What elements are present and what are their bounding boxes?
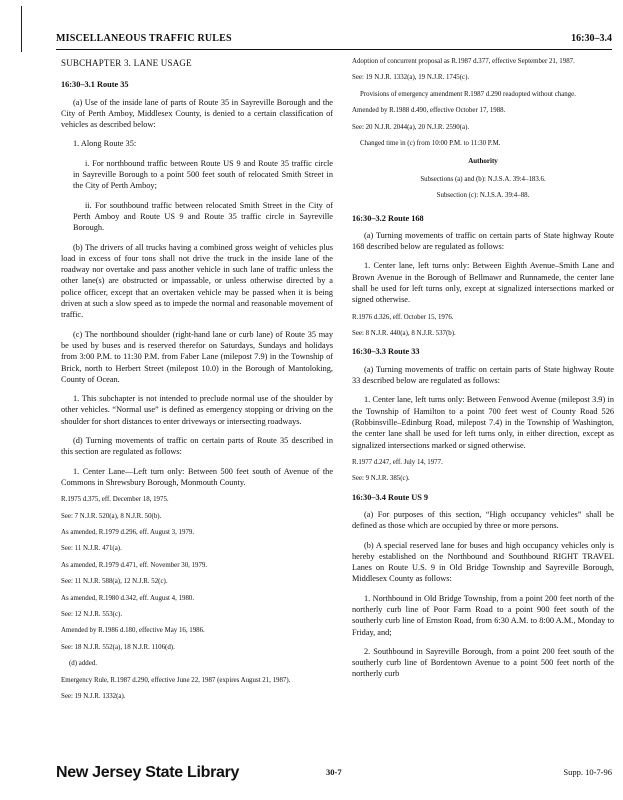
history-note-3-3 bbox=[352, 459, 614, 484]
history-line: (d) added. bbox=[69, 660, 97, 668]
history-line: See: 7 N.J.R. 520(a), 8 N.J.R. 50(b). bbox=[61, 512, 162, 520]
history-line: Provisions of emergency amendment R.1987 d.290 readopted without change. bbox=[360, 90, 576, 98]
page-footer bbox=[56, 764, 612, 788]
paragraph-3-2-a: (a) Turning movements of traffic on certain parts of State highway Route 168 described below are regulated as follows: bbox=[352, 230, 614, 252]
paragraph-3-1-a-1: 1. Along Route 35: bbox=[73, 139, 137, 149]
subchapter-title: SUBCHAPTER 3. LANE USAGE bbox=[61, 58, 192, 68]
margin-rule bbox=[21, 6, 22, 52]
history-line: See: 19 N.J.R. 1332(a), 19 N.J.R. 1745(c). bbox=[352, 74, 470, 82]
history-line: Emergency Rule, R.1987 d.290, effective June 22, 1987 (expires August 21, 1987). bbox=[61, 676, 291, 684]
supplement-date: Supp. 10-7-96 bbox=[563, 767, 612, 777]
paragraph-3-1-c-1: 1. This subchapter is not intended to preclude normal use of the shoulder by other vehicles. “Normal use” is defined as emergency stopping or driving on the shoulder for short distances to enter driveways or intersecting roadways. bbox=[61, 394, 333, 426]
right-column bbox=[352, 58, 614, 688]
left-column bbox=[61, 58, 333, 709]
header-title: MISCELLANEOUS TRAFFIC RULES bbox=[56, 33, 232, 44]
history-line: Adoption of concurrent proposal as R.1987 d.377, effective September 21, 1987. bbox=[352, 58, 575, 65]
authority-line: Subsection (c): N.J.S.A. 39:4–88. bbox=[436, 192, 530, 200]
history-line: As amended, R.1980 d.342, eff. August 4, 1980. bbox=[61, 594, 195, 602]
section-heading-3-4: 16:30–3.4 Route US 9 bbox=[352, 492, 429, 502]
history-line: R.1975 d.375, eff. December 18, 1975. bbox=[61, 496, 169, 504]
paragraph-3-4-b-2: 2. Southbound in Sayreville Borough, from a point 200 feet south of the southerly curb line of Bordentown Avenue to a point 500 feet north of the northerly curb bbox=[352, 646, 614, 679]
authority-line: Subsections (a) and (b): N.J.S.A. 39:4–183.6. bbox=[420, 175, 546, 183]
paragraph-3-3-a-1: 1. Center lane, left turns only: Between Fenwood Avenue (milepost 3.9) in the Township of Hamilton to a point 700 feet west of County Road 526 (Robbinsville–Edinburg Road, milepost 7.4) in the Township of Washington, the center lane shall be used for left turns only, in either direction, except as signalized intersections marked or signed otherwise. bbox=[352, 395, 614, 450]
library-watermark: New Jersey State Library bbox=[56, 764, 240, 781]
paragraph-3-1-d-1: 1. Center Lane—Left turn only: Between 500 feet south of Avenue of the Commons in Shrewsbury Borough, Monmouth County. bbox=[61, 466, 333, 487]
history-line: Amended by R.1986 d.180, effective May 16, 1986. bbox=[61, 627, 205, 635]
history-line: See: 9 N.J.R. 385(c). bbox=[352, 475, 410, 483]
history-note-3-1-continued bbox=[352, 58, 614, 148]
header-section-number: 16:30–3.4 bbox=[571, 33, 612, 44]
history-line: Amended by R.1988 d.490, effective October 17, 1988. bbox=[352, 107, 506, 115]
page-number: 30-7 bbox=[326, 767, 342, 777]
paragraph-3-1-a-1-i: i. For northbound traffic between Route US 9 and Route 35 traffic circle in Sayreville Borough to a point 500 feet south of relocated Smith Street in the City of Perth Amboy; bbox=[73, 158, 333, 191]
paragraph-3-1-d: (d) Turning movements of traffic on certain parts of Route 35 described in this section are regulated as follows: bbox=[61, 436, 333, 457]
section-heading-3-2: 16:30–3.2 Route 168 bbox=[352, 213, 424, 223]
running-header bbox=[56, 33, 612, 50]
paragraph-3-3-a: (a) Turning movements of traffic on certain parts of State highway Route 33 described below are regulated as follows: bbox=[352, 364, 614, 386]
section-heading-3-1: 16:30–3.1 Route 35 bbox=[61, 80, 129, 90]
history-line: See: 20 N.J.R. 2044(a), 20 N.J.R. 2590(a). bbox=[352, 123, 470, 131]
history-line: See: 8 N.J.R. 440(a), 8 N.J.R. 537(b). bbox=[352, 330, 456, 338]
history-note-3-2 bbox=[352, 314, 614, 339]
paragraph-3-1-b: (b) The drivers of all trucks having a combined gross weight of vehicles plus load in excess of four tons shall not drive the truck in the inside lane of the roadway nor overtake and pass another vehicle in such lane of traffic unless the other lane(s) are obstructed or impassable, or unless otherwise directed by a police officer, except that an overtaken vehicle may be passed when it is being driven at such a slow speed as to impede the normal and reasonable movement of traffic. bbox=[61, 242, 333, 320]
history-line: As amended, R.1979 d.296, eff. August 3, 1979. bbox=[61, 529, 195, 537]
authority-title: Authority bbox=[468, 157, 498, 166]
history-line: Changed time in (c) from 10:00 P.M. to 11:30 P.M. bbox=[360, 140, 501, 148]
history-line: See: 19 N.J.R. 1332(a). bbox=[61, 693, 126, 701]
history-line: R.1977 d.247, eff. July 14, 1977. bbox=[352, 458, 443, 466]
paragraph-3-1-c: (c) The northbound shoulder (right-hand lane or curb lane) of Route 35 may be used by buses and is reserved therefor on Saturdays, Sundays and holidays from 3:00 P.M. to 11:30 P.M. from Faber Lane (milepost 7.9) in the Township of Brick, north to Herbert Street (milepost 10.0) in the Borough of Mantoloking, County of Ocean. bbox=[61, 329, 333, 384]
history-line: See: 18 N.J.R. 552(a), 18 N.J.R. 1106(d). bbox=[61, 643, 175, 651]
paragraph-3-2-a-1: 1. Center lane, left turns only: Between Eighth Avenue–Smith Lane and Brown Avenue in the Borough of Bellmawr and Runnamede, the center lane shall be used for left turns only, except at signalized intersections marked or signed otherwise. bbox=[352, 261, 614, 305]
section-heading-3-3: 16:30–3.3 Route 33 bbox=[352, 347, 420, 357]
paragraph-3-4-b-1: 1. Northbound in Old Bridge Township, from a point 200 feet north of the northerly curb line of Poor Farm Road to a point 900 feet south of the southerly curb line of Ernston Road, from 6:30 A.M. to 8:00 A.M., Monday to Friday, and; bbox=[352, 593, 614, 637]
history-note-3-1 bbox=[61, 496, 333, 701]
history-line: As amended, R.1979 d.471, eff. November 30, 1979. bbox=[61, 561, 208, 569]
history-line: See: 11 N.J.R. 471(a). bbox=[61, 545, 122, 553]
paragraph-3-4-b: (b) A special reserved lane for buses and high occupancy vehicles only is hereby established on the Northbound and Southbound RIGHT TRAVEL Lanes on Route U.S. 9 in Old Bridge Township and Sayreville Borough, Middlesex County as follows: bbox=[352, 540, 614, 584]
history-line: See: 11 N.J.R. 588(a), 12 N.J.R. 52(c). bbox=[61, 578, 168, 586]
paragraph-3-1-a-1-ii: ii. For southbound traffic between relocated Smith Street in the City of Perth Amboy and Route US 9 and Route 35 traffic circle in Sayreville Borough. bbox=[73, 200, 333, 233]
paragraph-3-1-a: (a) Use of the inside lane of parts of Route 35 in Sayreville Borough and the City of Perth Amboy, Middlesex County, is denied to a certain classification of vehicles as described below: bbox=[61, 97, 333, 130]
history-line: R.1976 d.326, eff. October 15, 1976. bbox=[352, 313, 454, 321]
history-line: See: 12 N.J.R. 553(c). bbox=[61, 611, 123, 619]
paragraph-3-4-a: (a) For purposes of this section, “High occupancy vehicles” shall be defined as those which are occupied by three or more persons. bbox=[352, 509, 614, 531]
